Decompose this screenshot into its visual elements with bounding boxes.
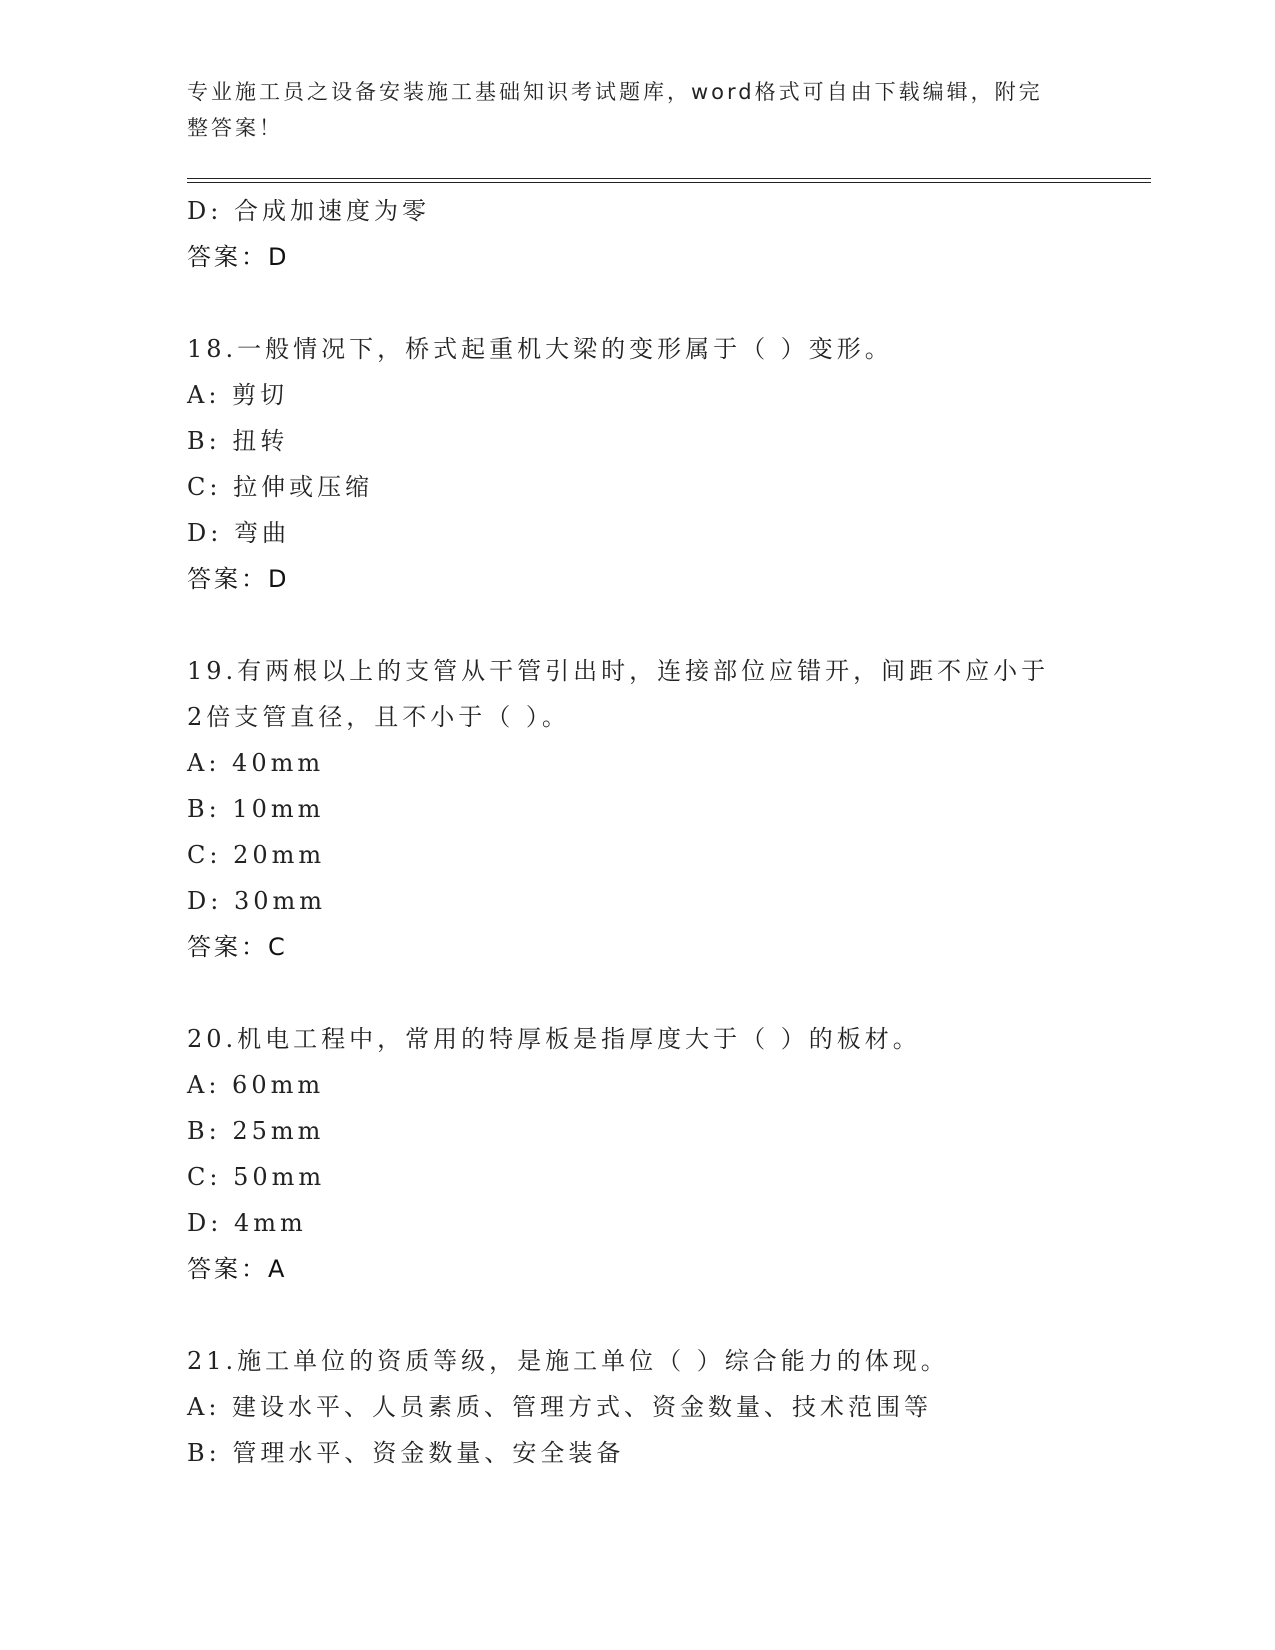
option-c: C: 20mm: [187, 841, 326, 869]
option-c: C: 拉伸或压缩: [187, 473, 374, 501]
question-content: [187, 188, 1087, 1476]
answer-line: 答案：D: [187, 243, 290, 271]
question-stem: 19.有两根以上的支管从干管引出时，连接部位应错开，间距不应小于: [187, 657, 1050, 685]
option-b: B: 扭转: [187, 427, 289, 455]
option-b: B: 管理水平、资金数量、安全装备: [187, 1439, 625, 1467]
option-a: A: 40mm: [187, 749, 325, 777]
answer-line: 答案：D: [187, 565, 290, 593]
header-line-1: 专业施工员之设备安装施工基础知识考试题库，word格式可自由下载编辑，附完: [187, 80, 1043, 104]
option-c: C: 50mm: [187, 1163, 326, 1191]
option-d: D: 30mm: [187, 887, 327, 915]
answer-line: 答案：A: [187, 1255, 288, 1283]
answer-line: 答案：C: [187, 933, 288, 961]
option-a: A: 剪切: [187, 381, 289, 409]
option-a: A: 建设水平、人员素质、管理方式、资金数量、技术范围等: [187, 1393, 933, 1421]
question-stem: 21.施工单位的资质等级，是施工单位（ ）综合能力的体现。: [187, 1347, 949, 1375]
option-d: D: 弯曲: [187, 519, 290, 547]
question-20: [187, 1016, 1087, 1292]
header-line-2: 整答案！: [187, 116, 283, 140]
header-double-rule: [187, 178, 1151, 183]
option-b: B: 10mm: [187, 795, 325, 823]
question-stem: 20.机电工程中，常用的特厚板是指厚度大于（ ）的板材。: [187, 1025, 921, 1053]
option-d: D: 4mm: [187, 1209, 307, 1237]
document-header: [187, 74, 1067, 146]
option-d: D: 合成加速度为零: [187, 197, 430, 225]
previous-question-tail: [187, 188, 1087, 280]
question-19: [187, 648, 1087, 970]
option-a: A: 60mm: [187, 1071, 325, 1099]
question-18: [187, 326, 1087, 602]
question-stem: 18.一般情况下，桥式起重机大梁的变形属于（ ）变形。: [187, 335, 893, 363]
question-21: [187, 1338, 1087, 1476]
question-stem-continued: 2倍支管直径，且不小于（ ）。: [187, 703, 570, 731]
option-b: B: 25mm: [187, 1117, 325, 1145]
